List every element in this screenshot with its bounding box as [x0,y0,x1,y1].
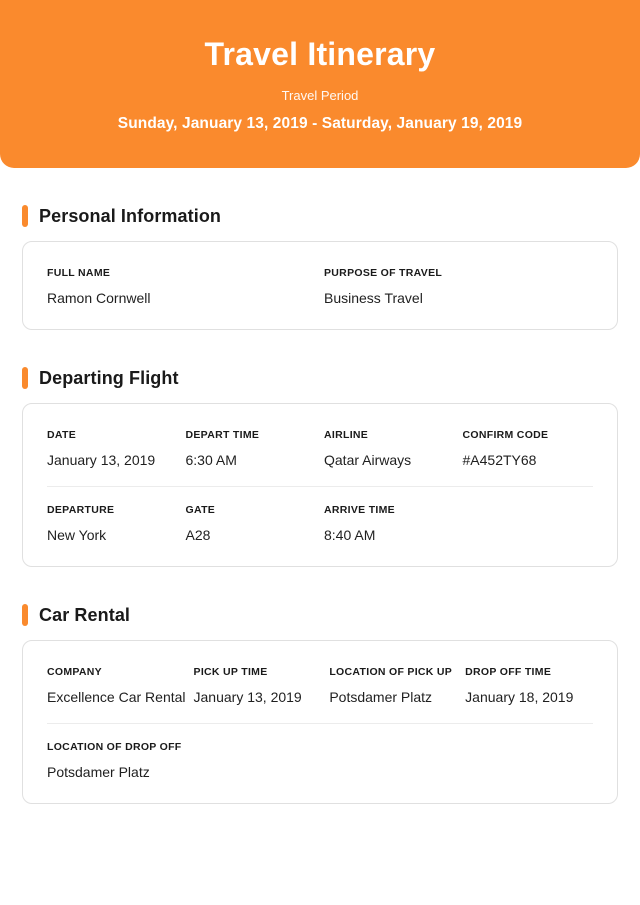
field-label: DEPARTURE [47,504,115,516]
field-gate [186,504,317,544]
section-heading-personal-information [22,204,618,228]
field-value: January 18, 2019 [465,689,574,705]
field-full-name [47,267,316,307]
field-value: New York [47,527,107,543]
card-row [47,504,593,544]
card-row [47,741,593,781]
field-date [47,429,178,469]
field-label: LOCATION OF PICK UP [329,666,453,678]
section-accent-bar [22,604,28,626]
departing-flight-card [22,403,618,567]
field-label: PICK UP TIME [193,666,268,678]
field-location-of-drop-off [47,741,182,781]
field-label: ARRIVE TIME [324,504,395,516]
field-value: A28 [185,527,211,543]
field-value: January 13, 2019 [47,452,156,468]
field-label: GATE [185,504,216,516]
section-title-personal-information: Personal Information [39,205,222,226]
card-row-divider [47,486,593,487]
field-label: FULL NAME [47,267,111,279]
field-airline [324,429,455,469]
section-title-car-rental: Car Rental [39,604,131,625]
field-value: Business Travel [324,290,423,306]
travel-period-label: Travel Period [281,88,359,103]
field-value: Qatar Airways [324,452,412,468]
field-label: DEPART TIME [185,429,260,441]
field-value: Potsdamer Platz [329,689,433,705]
field-label: PURPOSE OF TRAVEL [324,267,443,279]
travel-period-value: Sunday, January 13, 2019 - Saturday, January 19, 2019 [117,115,523,132]
card-row [47,666,593,706]
car-rental-card [22,640,618,804]
field-pick-up-time [194,666,322,706]
itinerary-body [0,204,640,804]
field-value: 8:40 AM [324,527,376,543]
page-header [0,0,640,168]
field-value: January 13, 2019 [193,689,302,705]
card-row-divider [47,723,593,724]
field-location-of-pick-up [329,666,457,706]
field-value: Excellence Car Rental [47,689,186,705]
field-value: 6:30 AM [185,452,237,468]
field-depart-time [186,429,317,469]
card-row [47,267,593,307]
field-purpose-of-travel [324,267,593,307]
field-label: CONFIRM CODE [462,429,549,441]
field-value: Potsdamer Platz [47,764,150,780]
field-label: LOCATION OF DROP OFF [47,741,182,753]
section-heading-car-rental [22,603,618,627]
field-label: DROP OFF TIME [465,666,552,678]
section-accent-bar [22,367,28,389]
section-accent-bar [22,205,28,227]
field-label: COMPANY [47,666,102,678]
field-drop-off-time [465,666,593,706]
personal-information-card [22,241,618,330]
field-departure [47,504,178,544]
field-label: AIRLINE [324,429,369,441]
field-company [47,666,186,706]
field-arrive-time [324,504,455,544]
section-title-departing-flight: Departing Flight [39,367,179,388]
field-value: Ramon Cornwell [47,290,151,306]
card-row [47,429,593,469]
field-label: DATE [47,429,77,441]
field-confirm-code [463,429,594,469]
field-value: #A452TY68 [462,452,537,468]
page-title: Travel Itinerary [204,36,436,72]
section-heading-departing-flight [22,366,618,390]
